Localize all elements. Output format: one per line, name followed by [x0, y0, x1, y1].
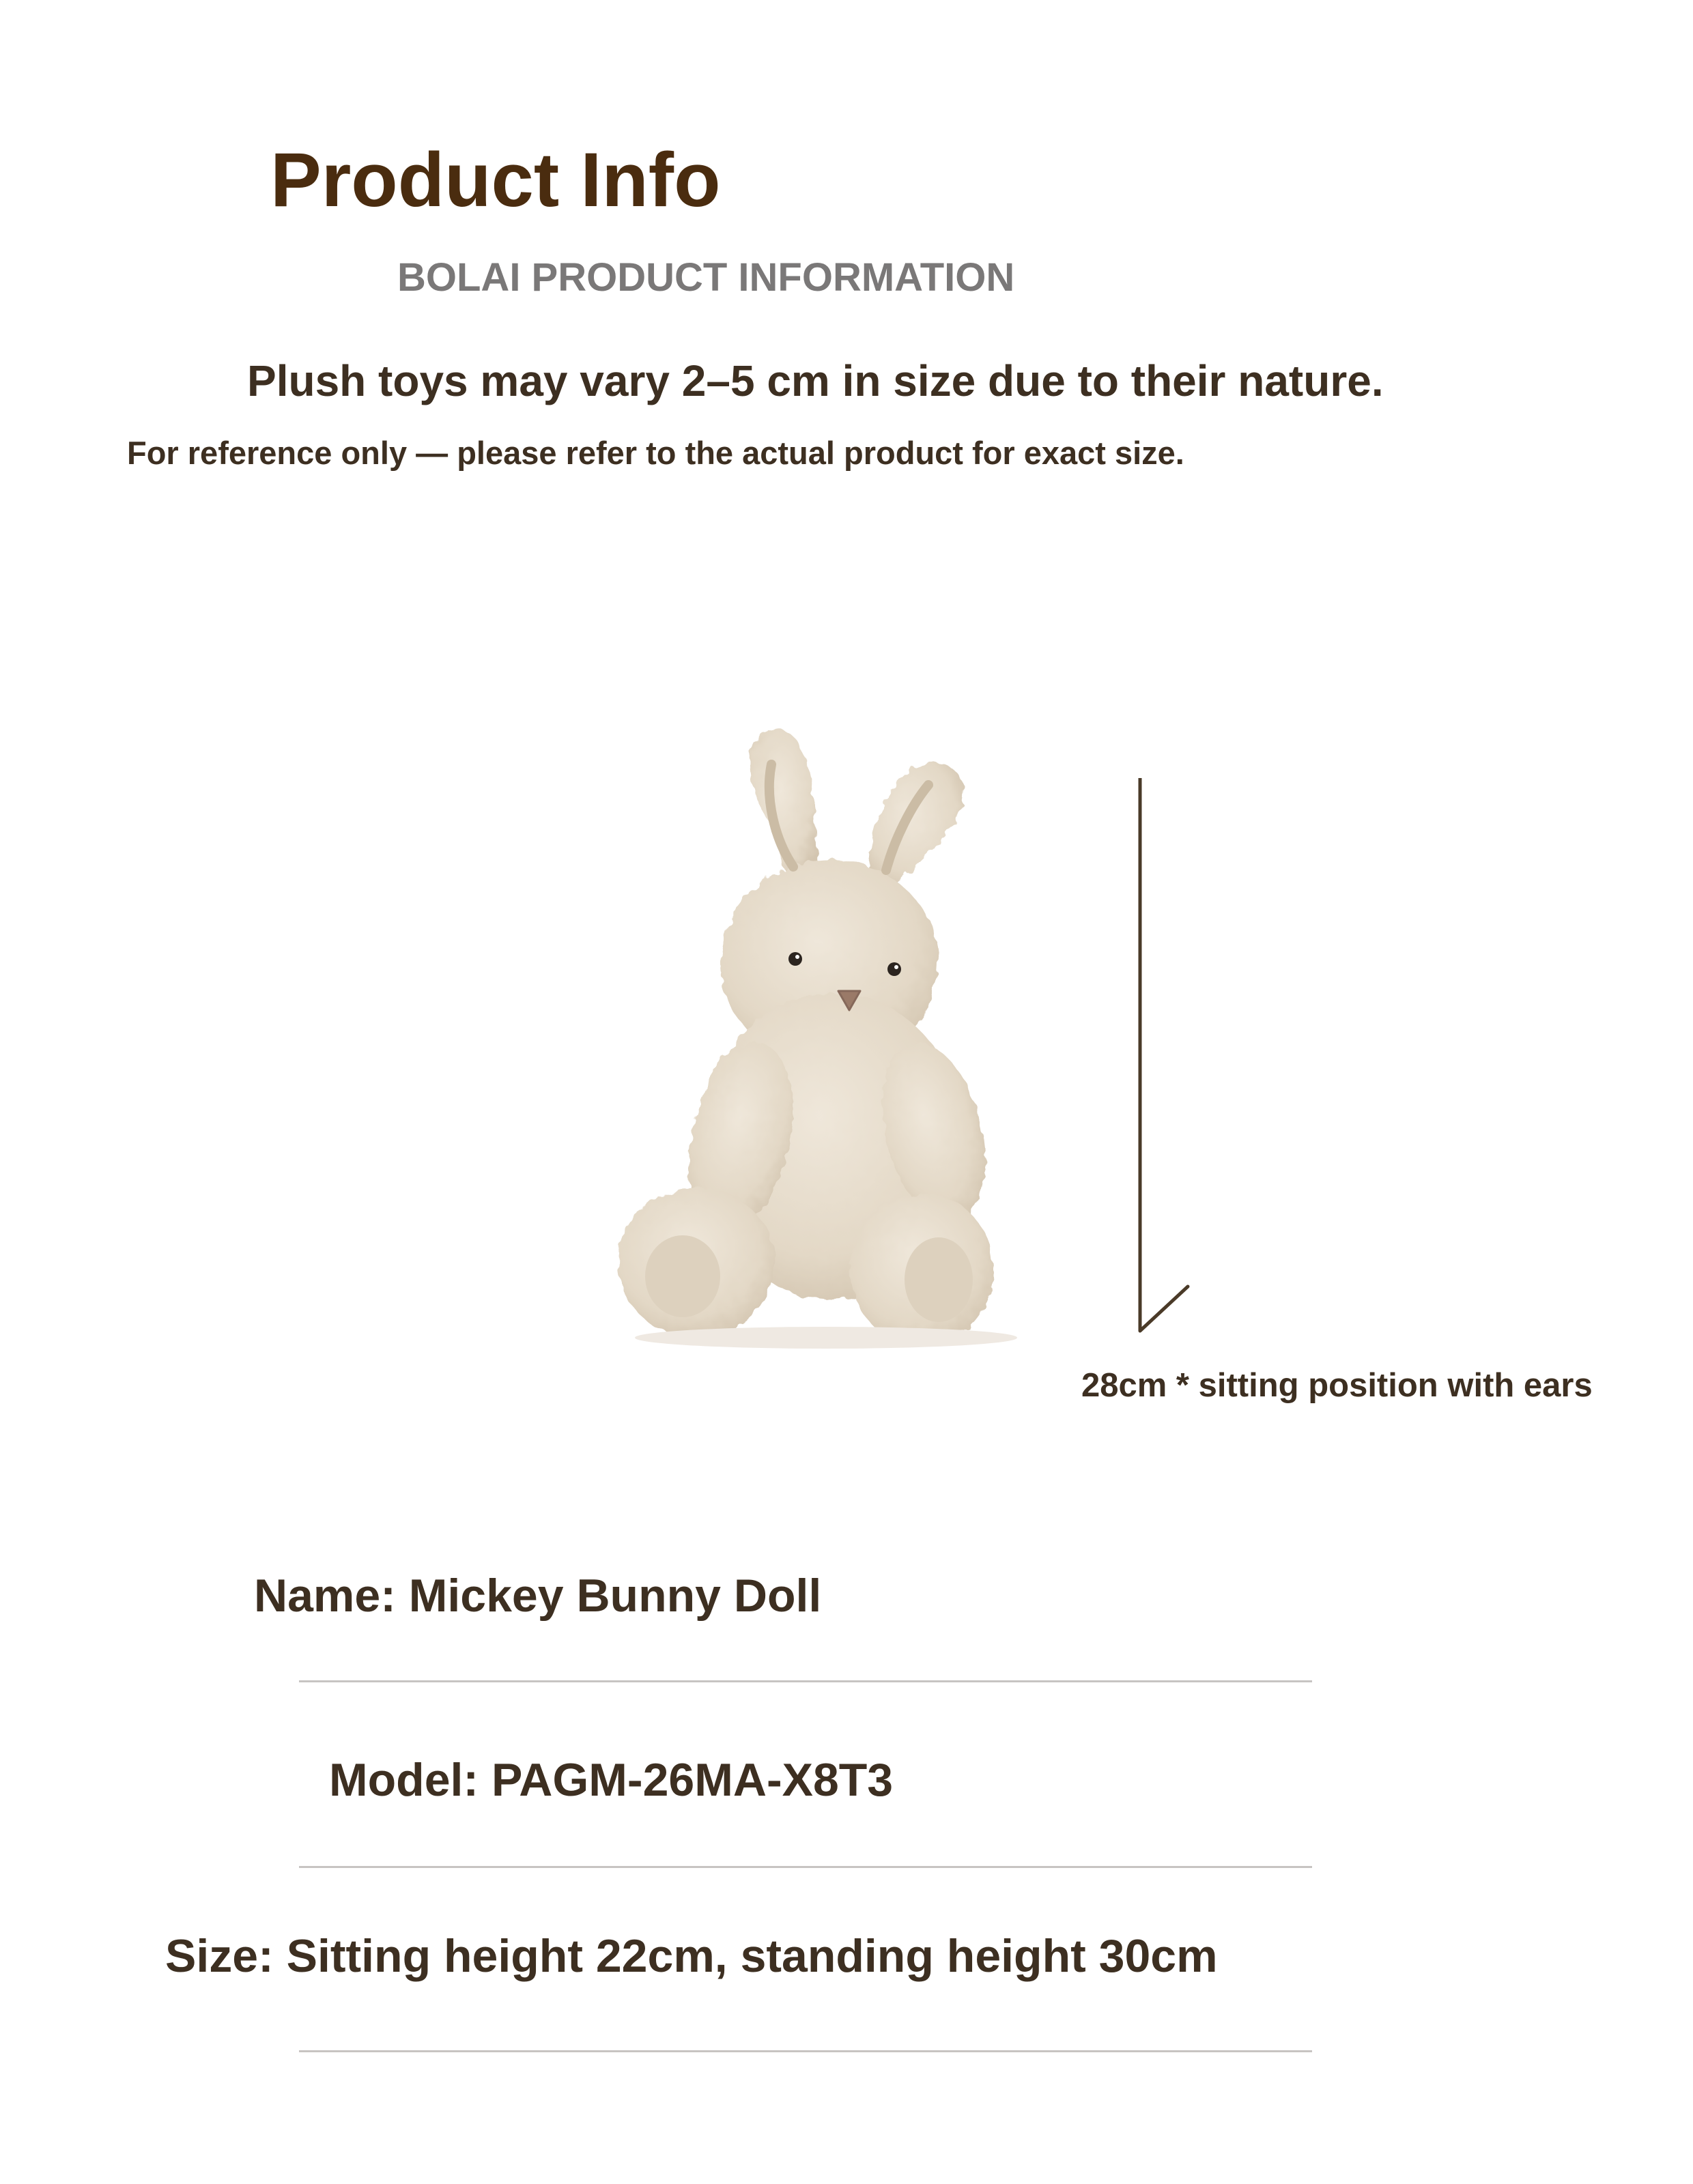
- product-model: Model: PAGM-26MA-X8T3: [329, 1754, 894, 1806]
- bunny-eye-right: [887, 962, 901, 976]
- product-size: Size: Sitting height 22cm, standing height 30cm: [165, 1930, 1218, 1982]
- divider: [299, 2050, 1312, 2052]
- divider: [299, 1680, 1312, 1682]
- measurement-label: 28cm * sitting position with ears: [1081, 1367, 1593, 1404]
- size-variance-notice: Plush toys may vary 2–5 cm in size due to their nature.: [247, 356, 1384, 405]
- divider: [299, 1866, 1312, 1868]
- reference-disclaimer: For reference only — please refer to the actual product for exact size.: [127, 435, 1184, 471]
- bunny-eye-left: [788, 952, 802, 966]
- bunny-plush-image: [601, 723, 1051, 1351]
- height-measure-line: [1120, 764, 1215, 1351]
- page-subtitle: BOLAI PRODUCT INFORMATION: [397, 255, 1015, 300]
- right-ear: [867, 764, 964, 891]
- product-name: Name: Mickey Bunny Doll: [254, 1570, 822, 1622]
- page-title: Product Info: [270, 137, 721, 222]
